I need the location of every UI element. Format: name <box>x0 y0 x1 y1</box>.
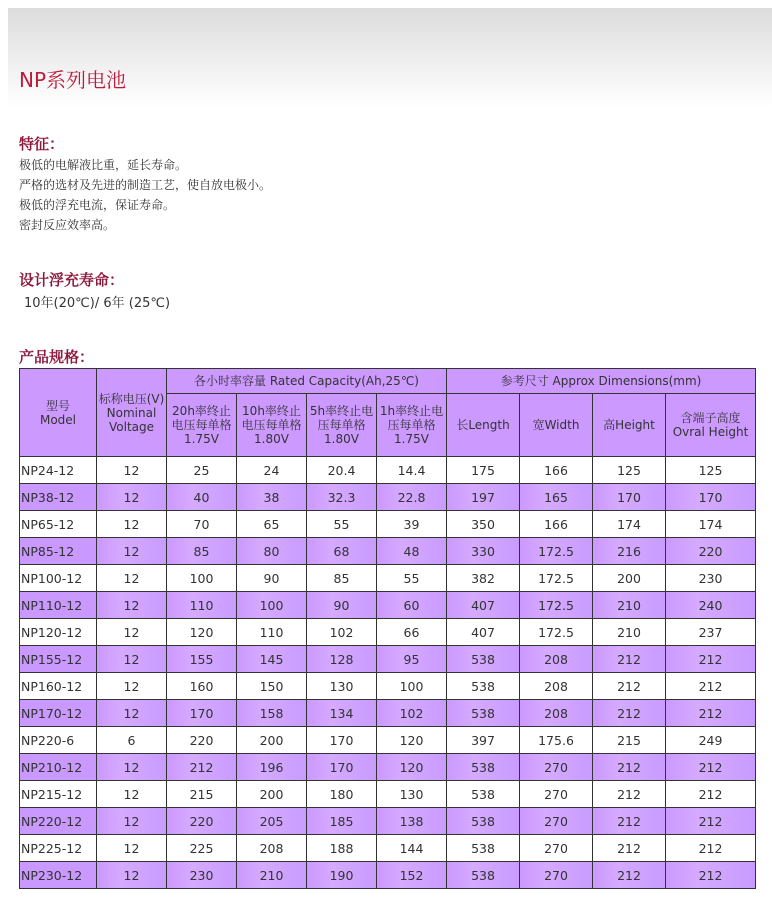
table-row <box>20 673 756 700</box>
table-cell: 175.6 <box>520 727 593 754</box>
table-cell: 130 <box>307 673 377 700</box>
table-cell: 212 <box>593 781 666 808</box>
table-cell: 170 <box>307 727 377 754</box>
table-cell: 158 <box>237 700 307 727</box>
header-voltage: 标称电压(V) Nominal Voltage <box>97 369 167 457</box>
table-cell: 90 <box>237 565 307 592</box>
table-cell: 180 <box>307 781 377 808</box>
table-cell: 200 <box>237 781 307 808</box>
header-overall-height: 含端子高度 Ovral Height <box>666 394 756 457</box>
specs-heading: 产品规格： <box>19 348 95 366</box>
table-cell: 212 <box>666 700 756 727</box>
table-cell: 170 <box>593 484 666 511</box>
table-cell: 100 <box>167 565 237 592</box>
table-cell: 230 <box>167 862 237 889</box>
cell-model: NP24-12 <box>20 457 97 484</box>
table-cell: 538 <box>447 781 520 808</box>
table-cell: 188 <box>307 835 377 862</box>
table-cell: 200 <box>593 565 666 592</box>
cell-model: NP220-6 <box>20 727 97 754</box>
table-cell: 172.5 <box>520 538 593 565</box>
table-cell: 210 <box>237 862 307 889</box>
table-cell: 100 <box>377 673 447 700</box>
table-cell: 538 <box>447 862 520 889</box>
table-cell: 270 <box>520 808 593 835</box>
table-cell: 134 <box>307 700 377 727</box>
table-cell: 90 <box>307 592 377 619</box>
table-cell: 130 <box>377 781 447 808</box>
table-cell: 538 <box>447 646 520 673</box>
table-cell: 6 <box>97 727 167 754</box>
header-capacity-10h: 10h率终止 电压每单格 1.80V <box>237 394 307 457</box>
table-cell: 12 <box>97 538 167 565</box>
table-cell: 205 <box>237 808 307 835</box>
table-cell: 102 <box>307 619 377 646</box>
cell-model: NP160-12 <box>20 673 97 700</box>
feature-list <box>19 155 271 235</box>
table-cell: 212 <box>593 700 666 727</box>
table-cell: 212 <box>666 808 756 835</box>
table-cell: 382 <box>447 565 520 592</box>
table-cell: 212 <box>666 646 756 673</box>
table-cell: 12 <box>97 673 167 700</box>
table-cell: 172.5 <box>520 565 593 592</box>
table-row <box>20 835 756 862</box>
table-cell: 270 <box>520 835 593 862</box>
table-cell: 220 <box>666 538 756 565</box>
table-cell: 172.5 <box>520 619 593 646</box>
table-cell: 100 <box>237 592 307 619</box>
table-cell: 66 <box>377 619 447 646</box>
table-cell: 270 <box>520 754 593 781</box>
table-cell: 70 <box>167 511 237 538</box>
table-cell: 196 <box>237 754 307 781</box>
table-cell: 12 <box>97 457 167 484</box>
cell-model: NP215-12 <box>20 781 97 808</box>
table-cell: 85 <box>167 538 237 565</box>
header-capacity-5h: 5h率终止电 压每单格 1.80V <box>307 394 377 457</box>
cell-model: NP225-12 <box>20 835 97 862</box>
design-life-text: 10年(20℃)/ 6年 (25℃) <box>24 296 171 311</box>
table-cell: 185 <box>307 808 377 835</box>
table-cell: 270 <box>520 781 593 808</box>
table-cell: 144 <box>377 835 447 862</box>
table-cell: 152 <box>377 862 447 889</box>
table-cell: 155 <box>167 646 237 673</box>
table-cell: 212 <box>593 646 666 673</box>
table-cell: 22.8 <box>377 484 447 511</box>
feature-item: 密封反应效率高。 <box>19 218 116 232</box>
table-cell: 12 <box>97 700 167 727</box>
header-band <box>8 8 772 108</box>
cell-model: NP100-12 <box>20 565 97 592</box>
table-cell: 14.4 <box>377 457 447 484</box>
cell-model: NP65-12 <box>20 511 97 538</box>
header-model: 型号 Model <box>20 369 97 457</box>
header-capacity-group: 各小时率容量 Rated Capacity(Ah,25℃) <box>167 369 447 394</box>
table-cell: 145 <box>237 646 307 673</box>
cell-model: NP38-12 <box>20 484 97 511</box>
table-cell: 12 <box>97 511 167 538</box>
table-row <box>20 727 756 754</box>
table-cell: 12 <box>97 835 167 862</box>
table-row <box>20 565 756 592</box>
table-cell: 330 <box>447 538 520 565</box>
table-cell: 165 <box>520 484 593 511</box>
table-cell: 166 <box>520 511 593 538</box>
table-cell: 39 <box>377 511 447 538</box>
cell-model: NP85-12 <box>20 538 97 565</box>
table-cell: 175 <box>447 457 520 484</box>
table-cell: 166 <box>520 457 593 484</box>
header-length: 长Length <box>447 394 520 457</box>
table-cell: 48 <box>377 538 447 565</box>
table-cell: 12 <box>97 808 167 835</box>
table-cell: 270 <box>520 862 593 889</box>
table-cell: 120 <box>167 619 237 646</box>
table-row <box>20 619 756 646</box>
table-cell: 12 <box>97 754 167 781</box>
table-row <box>20 700 756 727</box>
table-cell: 170 <box>167 700 237 727</box>
table-row <box>20 754 756 781</box>
table-cell: 172.5 <box>520 592 593 619</box>
table-cell: 12 <box>97 646 167 673</box>
table-cell: 215 <box>167 781 237 808</box>
table-cell: 125 <box>593 457 666 484</box>
table-cell: 212 <box>593 754 666 781</box>
spec-table-body <box>20 457 756 889</box>
table-cell: 170 <box>666 484 756 511</box>
table-cell: 210 <box>593 619 666 646</box>
table-cell: 38 <box>237 484 307 511</box>
table-cell: 538 <box>447 808 520 835</box>
table-row <box>20 511 756 538</box>
table-cell: 40 <box>167 484 237 511</box>
table-cell: 85 <box>307 565 377 592</box>
table-cell: 120 <box>377 727 447 754</box>
table-cell: 212 <box>666 835 756 862</box>
table-cell: 174 <box>666 511 756 538</box>
table-cell: 220 <box>167 808 237 835</box>
table-cell: 12 <box>97 781 167 808</box>
table-cell: 407 <box>447 592 520 619</box>
table-cell: 12 <box>97 592 167 619</box>
design-life-heading: 设计浮充寿命： <box>19 271 125 289</box>
table-cell: 150 <box>237 673 307 700</box>
table-cell: 95 <box>377 646 447 673</box>
table-cell: 110 <box>237 619 307 646</box>
table-cell: 225 <box>167 835 237 862</box>
header-width: 宽Width <box>520 394 593 457</box>
table-cell: 208 <box>237 835 307 862</box>
table-cell: 216 <box>593 538 666 565</box>
table-cell: 65 <box>237 511 307 538</box>
table-cell: 32.3 <box>307 484 377 511</box>
feature-item: 极低的电解液比重，延长寿命。 <box>19 158 188 172</box>
spec-table <box>19 368 756 889</box>
header-dimensions-group: 参考尺寸 Approx Dimensions(mm) <box>447 369 756 394</box>
table-cell: 208 <box>520 673 593 700</box>
table-cell: 249 <box>666 727 756 754</box>
table-cell: 237 <box>666 619 756 646</box>
cell-model: NP110-12 <box>20 592 97 619</box>
table-cell: 212 <box>666 754 756 781</box>
table-cell: 212 <box>167 754 237 781</box>
table-cell: 212 <box>593 835 666 862</box>
table-cell: 190 <box>307 862 377 889</box>
table-cell: 68 <box>307 538 377 565</box>
table-cell: 197 <box>447 484 520 511</box>
cell-model: NP120-12 <box>20 619 97 646</box>
table-cell: 12 <box>97 619 167 646</box>
table-cell: 102 <box>377 700 447 727</box>
table-cell: 120 <box>377 754 447 781</box>
table-cell: 200 <box>237 727 307 754</box>
table-cell: 60 <box>377 592 447 619</box>
table-cell: 212 <box>666 673 756 700</box>
table-cell: 208 <box>520 646 593 673</box>
table-cell: 174 <box>593 511 666 538</box>
table-cell: 538 <box>447 835 520 862</box>
header-capacity-1h: 1h率终止电 压每单格 1.75V <box>377 394 447 457</box>
table-cell: 20.4 <box>307 457 377 484</box>
table-cell: 538 <box>447 700 520 727</box>
table-cell: 138 <box>377 808 447 835</box>
page-title: NP系列电池 <box>19 68 127 92</box>
header-height: 高Height <box>593 394 666 457</box>
table-cell: 397 <box>447 727 520 754</box>
table-cell: 538 <box>447 754 520 781</box>
header-capacity-20h: 20h率终止 电压每单格 1.75V <box>167 394 237 457</box>
table-cell: 212 <box>593 862 666 889</box>
table-cell: 125 <box>666 457 756 484</box>
table-cell: 215 <box>593 727 666 754</box>
table-cell: 110 <box>167 592 237 619</box>
table-cell: 212 <box>666 862 756 889</box>
table-row <box>20 592 756 619</box>
table-cell: 538 <box>447 673 520 700</box>
table-cell: 212 <box>593 673 666 700</box>
table-cell: 212 <box>593 808 666 835</box>
table-row <box>20 484 756 511</box>
table-cell: 55 <box>307 511 377 538</box>
table-cell: 170 <box>307 754 377 781</box>
table-cell: 220 <box>167 727 237 754</box>
table-cell: 160 <box>167 673 237 700</box>
table-row <box>20 457 756 484</box>
table-cell: 240 <box>666 592 756 619</box>
table-row <box>20 538 756 565</box>
table-cell: 12 <box>97 862 167 889</box>
table-cell: 210 <box>593 592 666 619</box>
table-row <box>20 781 756 808</box>
cell-model: NP155-12 <box>20 646 97 673</box>
table-cell: 12 <box>97 565 167 592</box>
table-cell: 230 <box>666 565 756 592</box>
table-cell: 407 <box>447 619 520 646</box>
cell-model: NP220-12 <box>20 808 97 835</box>
feature-item: 极低的浮充电流，保证寿命。 <box>19 198 176 212</box>
table-cell: 212 <box>666 781 756 808</box>
table-row <box>20 862 756 889</box>
table-cell: 350 <box>447 511 520 538</box>
cell-model: NP170-12 <box>20 700 97 727</box>
table-cell: 25 <box>167 457 237 484</box>
table-cell: 12 <box>97 484 167 511</box>
table-cell: 24 <box>237 457 307 484</box>
feature-item: 严格的选材及先进的制造工艺，使自放电极小。 <box>19 178 272 192</box>
table-cell: 80 <box>237 538 307 565</box>
cell-model: NP230-12 <box>20 862 97 889</box>
table-cell: 55 <box>377 565 447 592</box>
table-row <box>20 646 756 673</box>
features-heading: 特征： <box>19 135 65 153</box>
table-row <box>20 808 756 835</box>
table-cell: 208 <box>520 700 593 727</box>
cell-model: NP210-12 <box>20 754 97 781</box>
table-cell: 128 <box>307 646 377 673</box>
